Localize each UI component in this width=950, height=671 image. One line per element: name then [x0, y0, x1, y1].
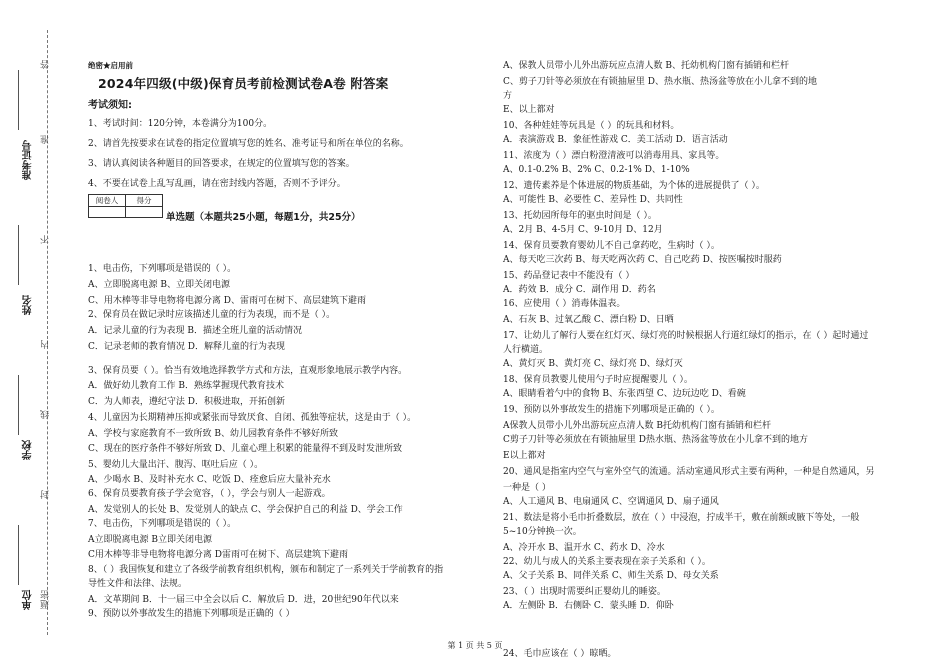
question-line: C、剪子刀针等必须放在有锁抽屉里 D、热水瓶、热汤盆等放在小儿拿不到的地: [503, 77, 817, 87]
fill-line-unit: [18, 525, 19, 585]
question-line: 15、药品登记表中不能没有（ ）: [503, 271, 635, 281]
secret-label: 绝密★启用前: [88, 61, 133, 70]
question-line: 6、保育员要教育孩子学会宽容，（ ），学会与别人一起游戏。: [88, 489, 331, 499]
question-line: A、父子关系 B、同伴关系 C、师生关系 D、母女关系: [503, 571, 719, 581]
question-line: A、人工通风 B、电扇通风 C、空调通风 D、扇子通风: [503, 497, 719, 507]
question-line: A．记录儿童的行为表现 B．描述全班儿童的活动情况: [88, 326, 302, 336]
score-table-grader-cell[interactable]: [89, 207, 126, 218]
fill-line-name: [18, 225, 19, 285]
notice-item: 4、不要在试卷上乱写乱画，请在密封线内答题，否则不予评分。: [88, 179, 346, 189]
gutter-label-name: 姓名: [23, 295, 34, 315]
seal-mark: 不: [41, 235, 51, 244]
question-line: 23、（ ）出现时需要纠正婴幼儿的睡姿。: [503, 587, 666, 597]
question-line: A、保教人员带小儿外出游玩应点清人数 B、托幼机构门窗有插销和栏杆: [503, 61, 789, 71]
seal-mark: 准: [41, 135, 51, 144]
question-line: A、2月 B、4-5月 C、9-10月 D、12月: [503, 225, 663, 235]
notice-item: 1、考试时间：120分钟，本卷满分为100分。: [88, 119, 273, 129]
question-line: C、现在的医疗条件不够好所致 D、儿童心理上积累的能量得不到及时发泄所致: [88, 444, 402, 454]
question-line: A、每天吃三次药 B、每天吃两次药 C、自己吃药 D、按医嘱按时服药: [503, 255, 782, 265]
question-line: 17、让幼儿了解行人要在红灯灭、绿灯亮的时候根据人行道红绿灯的指示，在（ ）起时通过: [503, 331, 869, 341]
notice-item: 3、请认真阅读各种题目的回答要求，在规定的位置填写您的答案。: [88, 159, 355, 169]
score-table-grader-header: 阅卷人: [89, 195, 126, 207]
question-line: 14、保育员要教育婴幼儿不自己拿药吃，生病时（ ）。: [503, 241, 720, 251]
gutter-label-school: 学校: [23, 440, 34, 460]
question-line: A．药效 B．成分 C．副作用 D．药名: [503, 285, 656, 295]
question-line: C剪子刀针等必须放在有锁抽屉里 D热水瓶、热汤盆等放在小儿拿不到的地方: [503, 435, 808, 445]
question-line: C用木棒等非导电物将电源分离 D雷雨可在树下、高层建筑下避雨: [88, 550, 348, 560]
fill-line-school: [18, 375, 19, 435]
gutter-label-exam-number: 准考证号: [23, 140, 34, 180]
question-line: C、用木棒等非导电物将电源分离 D、雷雨可在树下、高层建筑下避雨: [88, 296, 366, 306]
page-footer: 第 1 页 共 5 页: [447, 641, 503, 650]
question-line: A、0.1-0.2% B、2% C、0.2-1% D、1-10%: [503, 165, 690, 175]
question-line: 20、通风是指室内空气与室外空气的流通。活动室通风形式主要有两种，一种是自然通风，另: [503, 467, 875, 477]
question-line: 4、儿童因为长期精神压抑或紧张而导致厌食、自闭、孤独等症状，这是由于（ ）。: [88, 413, 417, 423]
question-line: 10、各种娃娃等玩具是（ ）的玩具和材料。: [503, 121, 680, 131]
question-line: 9、预防以外事故发生的措施下列哪项是正确的（ ）: [88, 609, 295, 619]
question-line: 3、保育员要（ ）。恰当有效地选择教学方式和方法，直观形象地展示教学内容。: [88, 366, 408, 376]
question-line: 21、数法是将小毛巾折叠数层，放在（ ）中浸泡，拧成半干，敷在前额或腋下等处，一般: [503, 513, 860, 523]
seal-mark: 题: [41, 600, 51, 609]
question-line: 5~10分钟换一次。: [503, 527, 582, 537]
question-line: E、以上都对: [503, 105, 555, 115]
notice-item: 2、请首先按要求在试卷的指定位置填写您的姓名、准考证号和所在单位的名称。: [88, 139, 409, 149]
question-line: A、立即脱离电源 B、立即关闭电源: [88, 280, 230, 290]
question-line: A．做好幼儿教育工作 B．熟练掌握现代教育技术: [88, 381, 284, 391]
question-line: C．记录老师的教育情况 D．解释儿童的行为表现: [88, 342, 285, 352]
question-line: 8、（ ）我国恢复和建立了各级学前教育组织机构，颁布和制定了一系列关于学前教育的指: [88, 565, 444, 575]
question-line: 2、保育员在做记录时应该描述儿童的行为表现，而不是（ ）。: [88, 310, 336, 320]
seal-mark: 密: [41, 590, 51, 599]
score-table-score-cell[interactable]: [126, 207, 163, 218]
seal-mark: 答: [41, 60, 51, 69]
score-table: [88, 194, 163, 218]
question-line: 22、幼儿与成人的关系主要表现在亲子关系和（ ）。: [503, 557, 711, 567]
question-line: 1、电击伤，下列哪项是错误的（ ）。: [88, 264, 237, 274]
question-line: A、发觉别人的长处 B、发觉别人的缺点 C、学会保护自己的利益 D、学会工作: [88, 505, 403, 515]
question-line: 5、婴幼儿大量出汗、腹泻、呕吐后应（ ）。: [88, 460, 264, 470]
question-line: A．表演游戏 B．象征性游戏 C．美工活动 D．语言活动: [503, 135, 728, 145]
question-line: A立即脱离电源 B立即关闭电源: [88, 535, 212, 545]
question-line: C．为人师表，遵纪守法 D．积极进取，开拓创新: [88, 397, 285, 407]
fill-line-exam-number: [18, 70, 19, 130]
question-line: 11、浓度为（ ）漂白粉澄清液可以消毒用具、家具等。: [503, 151, 725, 161]
gutter-label-unit: 单位: [23, 590, 34, 610]
question-line: 12、遗传素养是个体进展的物质基础，为个体的进展提供了（ ）。: [503, 181, 765, 191]
question-line: 13、托幼园所每年的驱虫时间是（ ）。: [503, 211, 657, 221]
question-line: A．文革期间 B．十一届三中全会以后 C．解放后 D．进，20世纪90年代以来: [88, 595, 399, 605]
seal-mark: 内: [41, 340, 51, 349]
question-line: 一种是（ ）: [503, 483, 551, 493]
page-title: 2024年四级(中级)保育员考前检测试卷A卷 附答案: [98, 76, 389, 91]
question-line: 7、电击伤，下列哪项是错误的（ ）。: [88, 519, 237, 529]
question-line: A、少喝水 B、及时补充水 C、吃饭 D、痊愈后应大量补充水: [88, 475, 331, 485]
score-table-score-header: 得分: [126, 195, 163, 207]
question-line: A、学校与家庭教育不一致所致 B、幼儿园教育条件不够好所致: [88, 429, 338, 439]
question-line: 人行横道。: [503, 345, 549, 355]
question-line: 24、毛巾应该在（ ）晾晒。: [503, 649, 617, 659]
question-line: E以上都对: [503, 451, 546, 461]
seal-line: [47, 30, 48, 635]
seal-mark: 线: [41, 410, 51, 419]
question-line: A、可能性 B、必要性 C、差异性 D、共同性: [503, 195, 683, 205]
section-title: 单选题（本题共25小题，每题1分，共25分）: [166, 212, 361, 223]
question-line: 19、预防以外事故发生的措施下列哪项是正确的（ ）。: [503, 405, 720, 415]
notice-title: 考试须知:: [88, 100, 132, 111]
question-line: A、冷开水 B、温开水 C、药水 D、冷水: [503, 543, 665, 553]
question-line: 导性文件和法律、法规。: [88, 579, 188, 589]
seal-mark: 封: [41, 490, 51, 499]
question-line: A、黄灯灭 B、黄灯亮 C、绿灯亮 D、绿灯灭: [503, 359, 683, 369]
question-line: A．左侧卧 B．右侧卧 C．蒙头睡 D．仰卧: [503, 601, 674, 611]
question-line: 方: [503, 91, 513, 101]
question-line: A、石灰 B、过氧乙酸 C、漂白粉 D、日晒: [503, 315, 674, 325]
seal-gutter: [0, 0, 52, 671]
question-line: 16、应使用（ ）消毒体温表。: [503, 299, 626, 309]
question-line: A保教人员带小儿外出游玩应点清人数 B托幼机构门窗有插销和栏杆: [503, 421, 771, 431]
question-line: A、眼睛看着勺中的食物 B、东张西望 C、边玩边吃 D、看碗: [503, 389, 746, 399]
question-line: 18、保育员教婴儿使用勺子时应提醒婴儿（ ）。: [503, 375, 693, 385]
